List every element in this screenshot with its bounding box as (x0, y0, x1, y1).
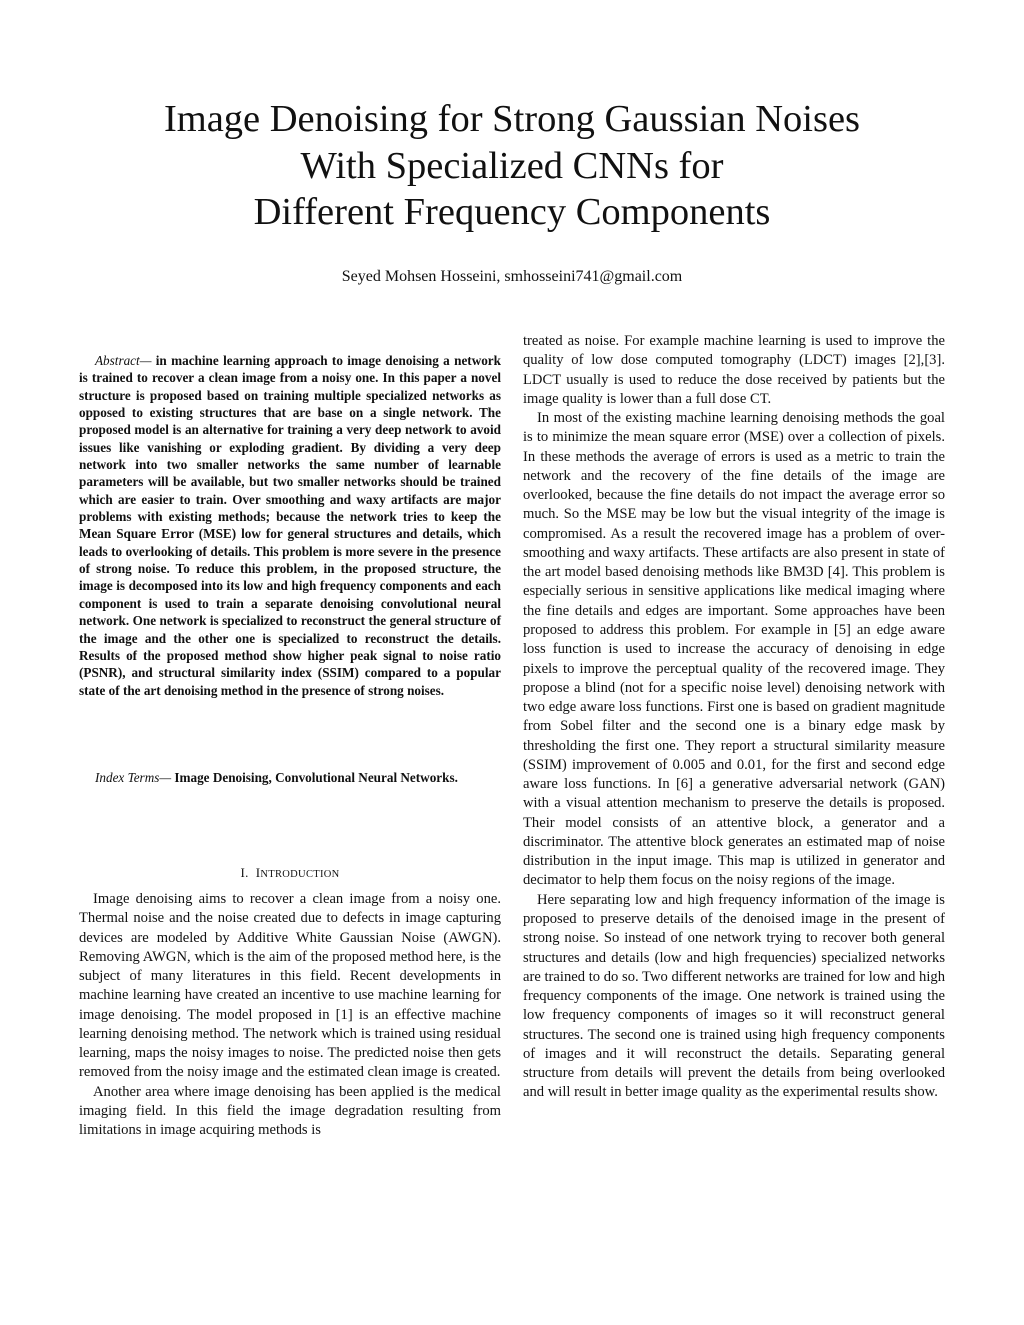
body-paragraph: In most of the existing machine learning denoising methods the goal is to minimize the mean square error (MSE) over a collection of pixels. In these methods the average of errors is used as a metric to train the network and the recovery of the fine details of the image are overlooked, because the fine details do not impact the average error so much. So the MSE may be low but the visual integrity of the image is compromised. As a result the recovered image has a problem of over-smoothing and waxy artifacts. These artifacts are also present in state of the art model based denoising methods like BM3D [4]. This problem is especially serious in sensitive applications like medical imaging where the fine details and edges are important. Some approaches have been proposed to address this problem. For example in [5] an edge aware loss function is used to increase the accuracy of denoising in edge pixels to improve the perceptual quality of the recovered image. They propose a blind (not for a specific noise level) denoising network with two edge aware loss functions. First one is based on gradient magnitude from Sobel filter and the second one is a binary edge mask by thresholding the first one. They report a structural similarity measure (SSIM) improvement of 0.005 and 0.01, for the first and second edge aware loss functions. In [6] a generative adversarial network (GAN) with a visual attention mechanism to preserve the details is proposed. Their model consists of an attentive block, a generator and a discriminator. The attentive block generates an estimated map of noise distribution in the input image. This map is utilized in generator and decimator to help them focus on the noisy regions of the image. (523, 410, 945, 889)
title-line: Different Frequency Components (253, 191, 771, 233)
abstract-paragraph (79, 352, 501, 699)
section-initial: I (255, 865, 261, 880)
intro-left-column (79, 890, 501, 1140)
index-terms (79, 769, 501, 786)
paper-title (0, 96, 1024, 236)
title-line: Image Denoising for Strong Gaussian Noises (163, 98, 861, 140)
abstract-label: Abstract— (95, 353, 152, 368)
abstract (79, 352, 501, 699)
body-paragraph: Image denoising aims to recover a clean image from a noisy one. Thermal noise and the noise created due to defects in image capturing devices are modeled by Additive White Gaussian Noise (AWGN). Removing AWGN, which is the aim of the proposed method here, is the subject of many literatures in this field. Recent developments in machine learning have created an incentive to use machine learning for image denoising. The model proposed in [1] is an effective machine learning denoising method. The network which is trained using residual learning, maps the noisy images to noise. The predicted noise then gets removed from the noisy image and the estimated clean image is created. (79, 891, 501, 1081)
body-paragraph-continuation: treated as noise. For example machine learning is used to improve the quality of low dose computed tomography (LDCT) images [2],[3]. LDCT usually is used to reduce the dose received by patients but the image quality is lower than a full dose CT. (523, 333, 945, 407)
intro-right-column (523, 332, 945, 1103)
index-terms-paragraph (79, 769, 501, 786)
abstract-text: in machine learning approach to image denoising a network is trained to recover a clean image from a noisy one. In this paper a novel structure is proposed based on training multiple specialized networks as opposed to existing structures that are base on a single network. The proposed model is an alternative for training a very deep network to avoid issues like vanishing or exploding gradient. By dividing a very deep network into two smaller networks the same number of learnable parameters will be available, but two smaller networks should be trained which are easier to train. Over smoothing and waxy artifacts are major problems with existing methods; because the network tries to keep the Mean Square Error (MSE) low for general structures and details, which leads to overlooking of details. This problem is more severe in the presence of strong noise. To reduce this problem, in the proposed structure, the image is decomposed into its low and high frequency components and each component is used to train a separate denoising convolutional neural network. One network is specialized to reconstruct the general structure of the image and the other one is specialized to reconstruct the details. Results of the proposed method show higher peak signal to noise ratio (PSNR), and structural similarity index (SSIM) compared to a popular state of the art denoising method in the presence of strong noises. (79, 353, 501, 698)
title-line: With Specialized CNNs for (300, 144, 724, 187)
index-terms-text: Image Denoising, Convolutional Neural Networks. (171, 770, 458, 785)
section-number: I. (240, 865, 249, 880)
body-paragraph: Here separating low and high frequency information of the image is proposed to preserve details of the denoised image in the present of strong noise. So instead of one network trying to recover both general structures and details (low and high frequencies) specialized networks are trained to do so. Two different networks are trained for low and high frequency components of the image. One network is trained using the low frequency components of images so it will reconstruct general structures. The second one is trained using high frequency components of images and it will reconstruct the details. Separating general structure from details will prevent the details from being overlooked and will result in better image quality as the experimental results show. (523, 891, 945, 1101)
body-paragraph: Another area where image denoising has been applied is the medical imaging field. In this field the image degradation resulting from limitations in image acquiring methods is (79, 1083, 501, 1139)
section-heading (79, 865, 501, 881)
index-terms-label: Index Terms— (95, 770, 172, 785)
author-line: Seyed Mohsen Hosseini, smhosseini741@gmail.com (341, 268, 683, 285)
section-rest: NTRODUCTION (260, 869, 340, 880)
